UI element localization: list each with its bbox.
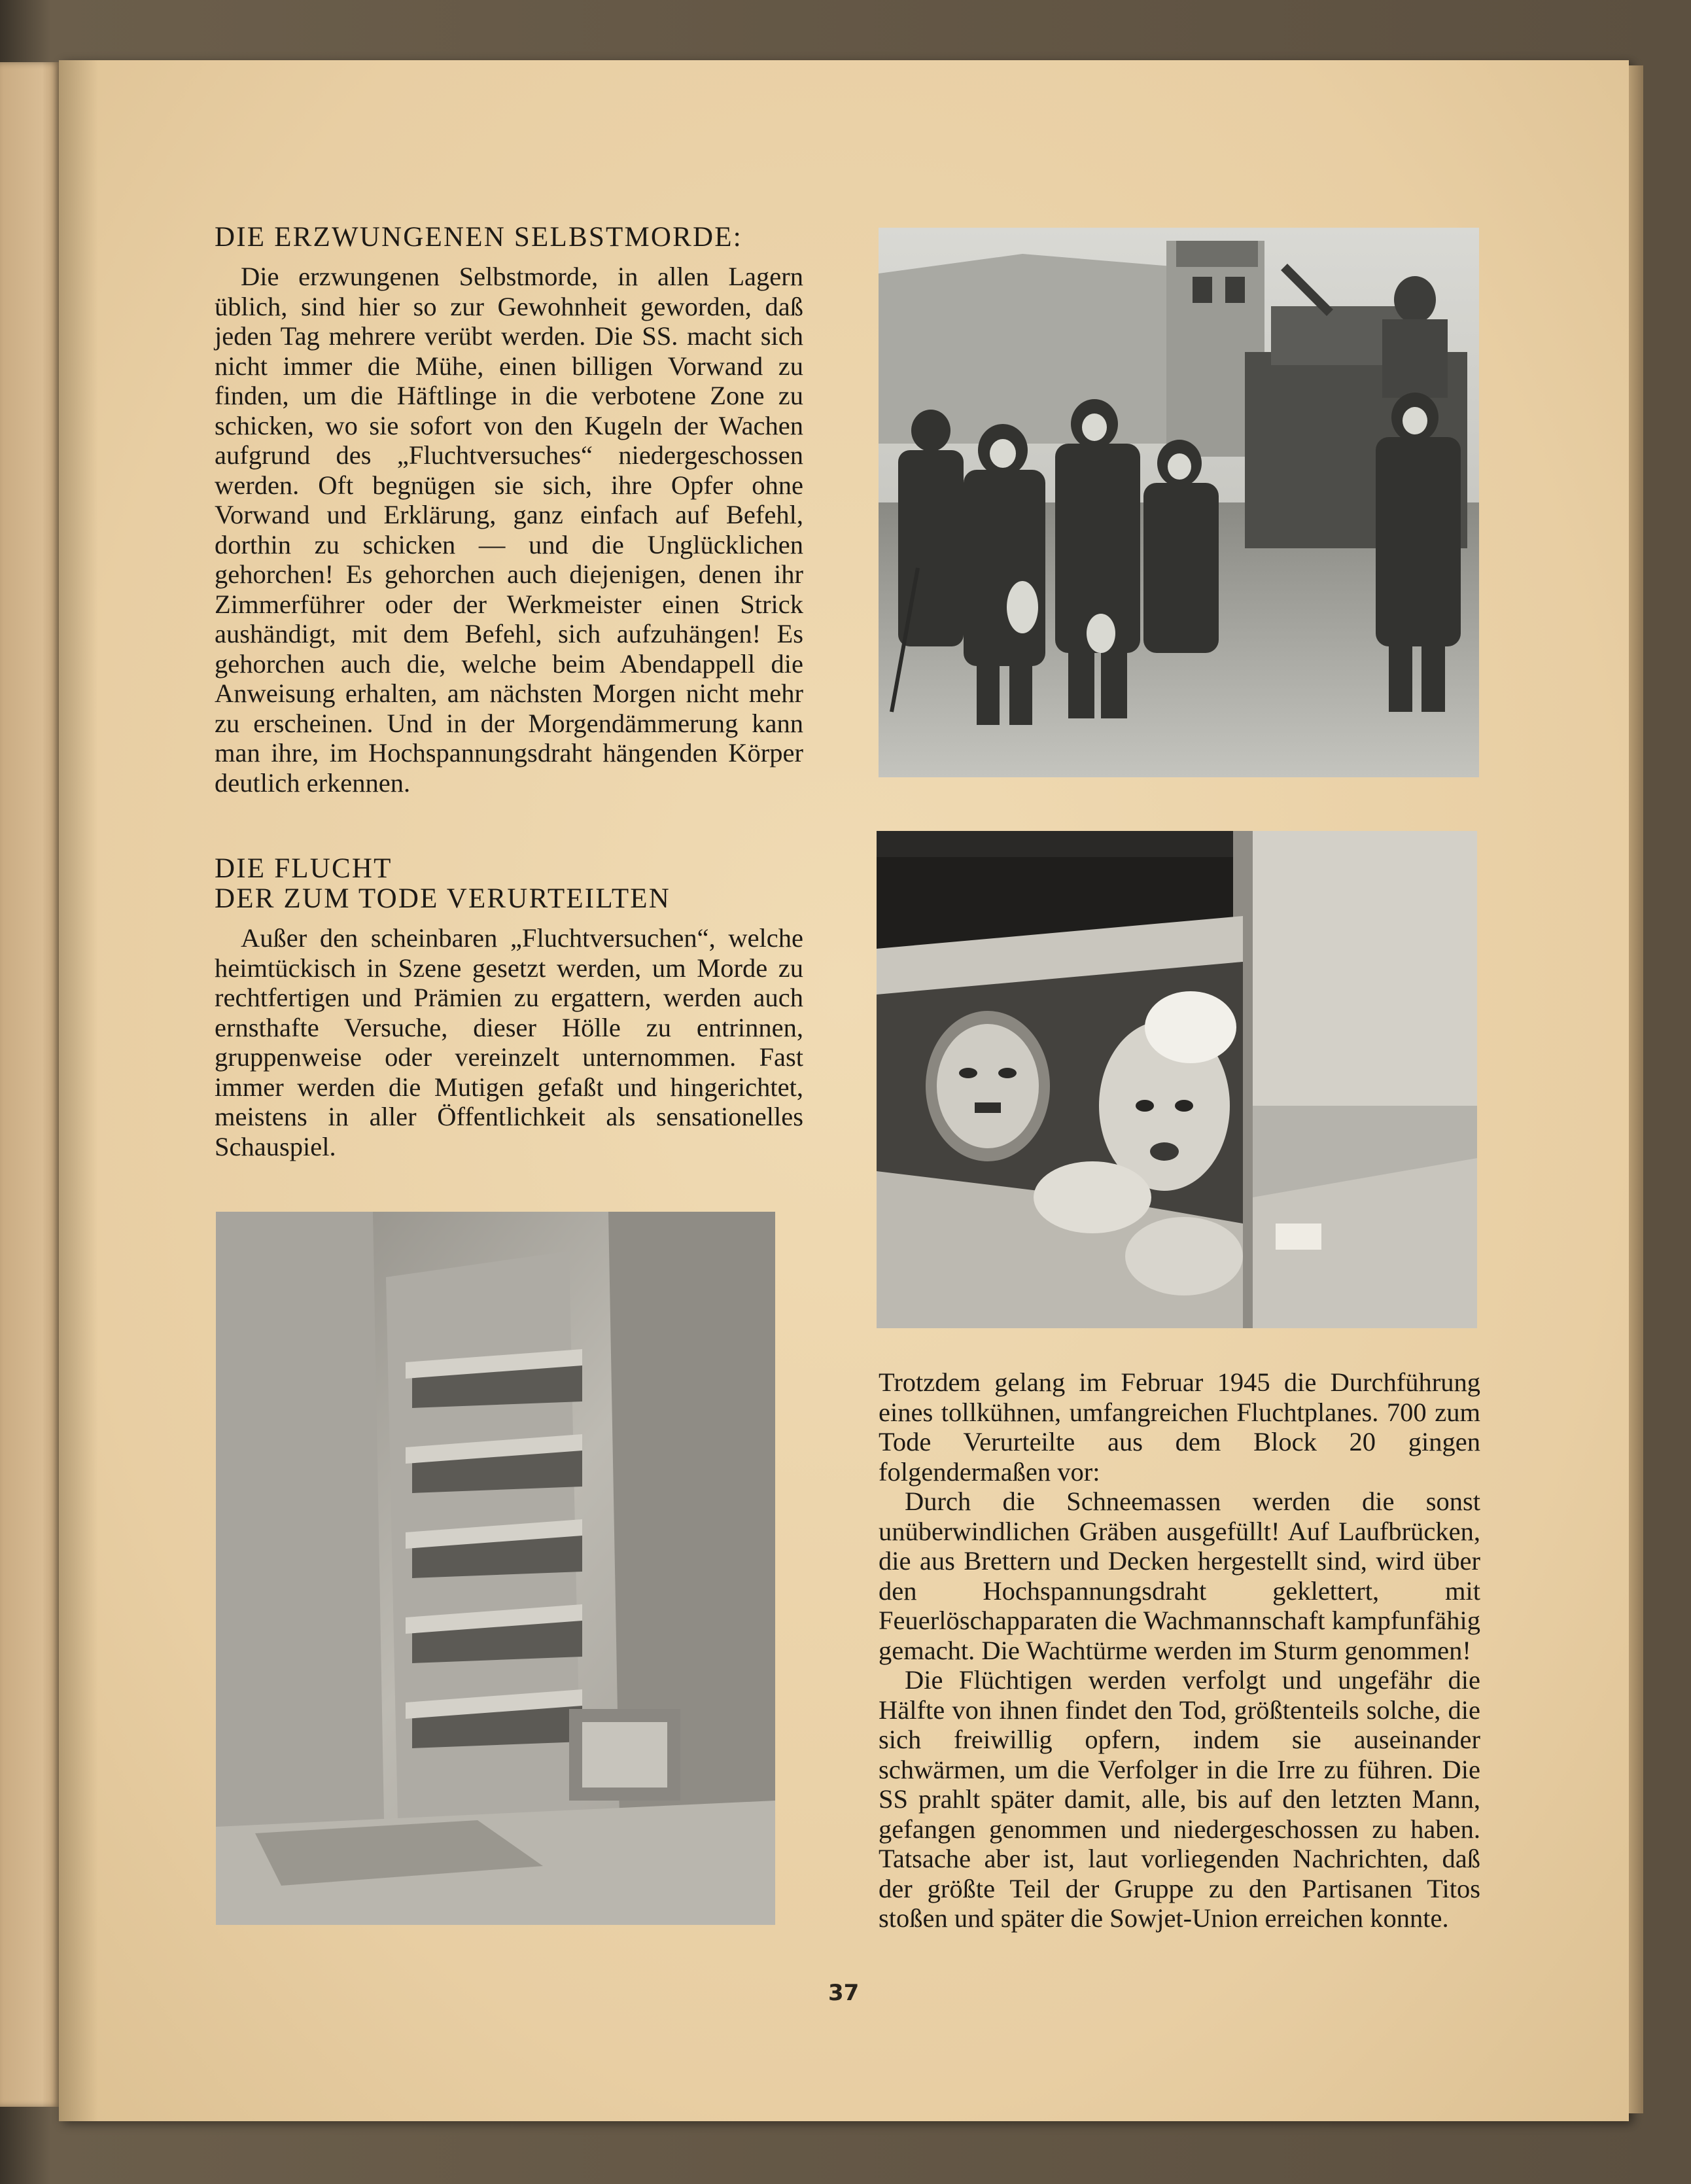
- gutter-shadow: [59, 60, 98, 2121]
- section-escape: [215, 854, 803, 1161]
- paragraph-february-2: Durch die Schneemassen werden die sonst unüberwindlichen Gräben ausgefüllt! Auf Laufbrücken, die aus Brettern und Decken hergestellt sind, wird über den Hochspannungsdraht geklettert, mit Feuerlöschapparaten die Wachmannschaft kampfunfähig gemacht. Die Wachtürme werden im Sturm genommen!: [879, 1487, 1480, 1665]
- heading-forced-suicides: DIE ERZWUNGENEN SELBSTMORDE:: [215, 222, 742, 253]
- paragraph-february-3: Die Flüchtigen werden verfolgt und ungefähr die Hälfte von ihnen findet den Tod, größtenteils solche, die sich freiwillig opfern, indem sie auseinander schwärmen, um die Verfolger in die Irre zu führen. Die SS prahlt später damit, alle, bis auf den letzten Mann, gefangen genommen und niedergeschossen zu haben. Tatsache aber ist, laut vorliegenden Nachrichten, daß der größte Teil der Gruppe zu den Partisanen Titos stoßen und später die Sowjet-Union erreichen konnte.: [879, 1665, 1480, 1933]
- page-stack-edge: [1629, 65, 1643, 2113]
- heading-escape-line1: DIE FLUCHT: [215, 853, 392, 884]
- paragraph-forced-suicides: Die erzwungenen Selbstmorde, in allen Lagern üblich, sind hier so zur Gewohnheit geworden, daß jeden Tag mehrere verübt werden. Die SS. macht sich nicht immer die Mühe, einen billigen Vorwand zu finden, um die Häftlinge in die verbotene Zone zu schicken, wo sie sofort von den Kugeln der Wachen aufgrund des „Fluchtversuches“ niedergeschossen werden. Oft begnügen sie sich, ihre Opfer ohne Vorwand und Erklärung, ganz einfach auf Befehl, dorthin zu schicken — und die Unglücklichen gehorchen! Es gehorchen auch diejenigen, denen ihr Zimmerführer oder der Werkmeister einen Strick aushändigt, mit dem Befehl, sich aufzuhängen! Es gehorchen auch die, welche beim Abendappell die Anweisung erhalten, am nächsten Morgen nicht mehr zu erscheinen. Und in der Morgendämmerung kann man ihre, im Hochspannungsdraht hängenden Körper deutlich erkennen.: [215, 262, 803, 798]
- photo-prisoners-in-bunk: [877, 831, 1477, 1328]
- previous-page-edge: [0, 62, 60, 2107]
- heading-escape-line2: DER ZUM TODE VERURTEILTEN: [215, 883, 671, 914]
- photo-stone-steps: [216, 1212, 775, 1925]
- paragraph-february-1: Trotzdem gelang im Februar 1945 die Durchführung eines tollkühnen, umfangreichen Fluchtplanes. 700 zum Tode Verurteilte aus dem Block 20 gingen folgendermaßen vor:: [879, 1367, 1480, 1487]
- page-number: 37: [828, 1980, 860, 2006]
- photo-prisoners-and-tank: [879, 228, 1479, 777]
- paragraph-escape: Außer den scheinbaren „Fluchtversuchen“, welche heimtückisch in Szene gesetzt werden, um Morde zu rechtfertigen und Prämien zu ergattern, werden auch ernsthafte Versuche, dieser Hölle zu entrinnen, gruppenweise oder vereinzelt unternommen. Fast immer werden die Mutigen gefaßt und hingerichtet, meistens in aller Öffentlichkeit als sensationelles Schauspiel.: [215, 923, 803, 1161]
- section-february-escape: [879, 1367, 1480, 1933]
- section-forced-suicides: [215, 222, 803, 798]
